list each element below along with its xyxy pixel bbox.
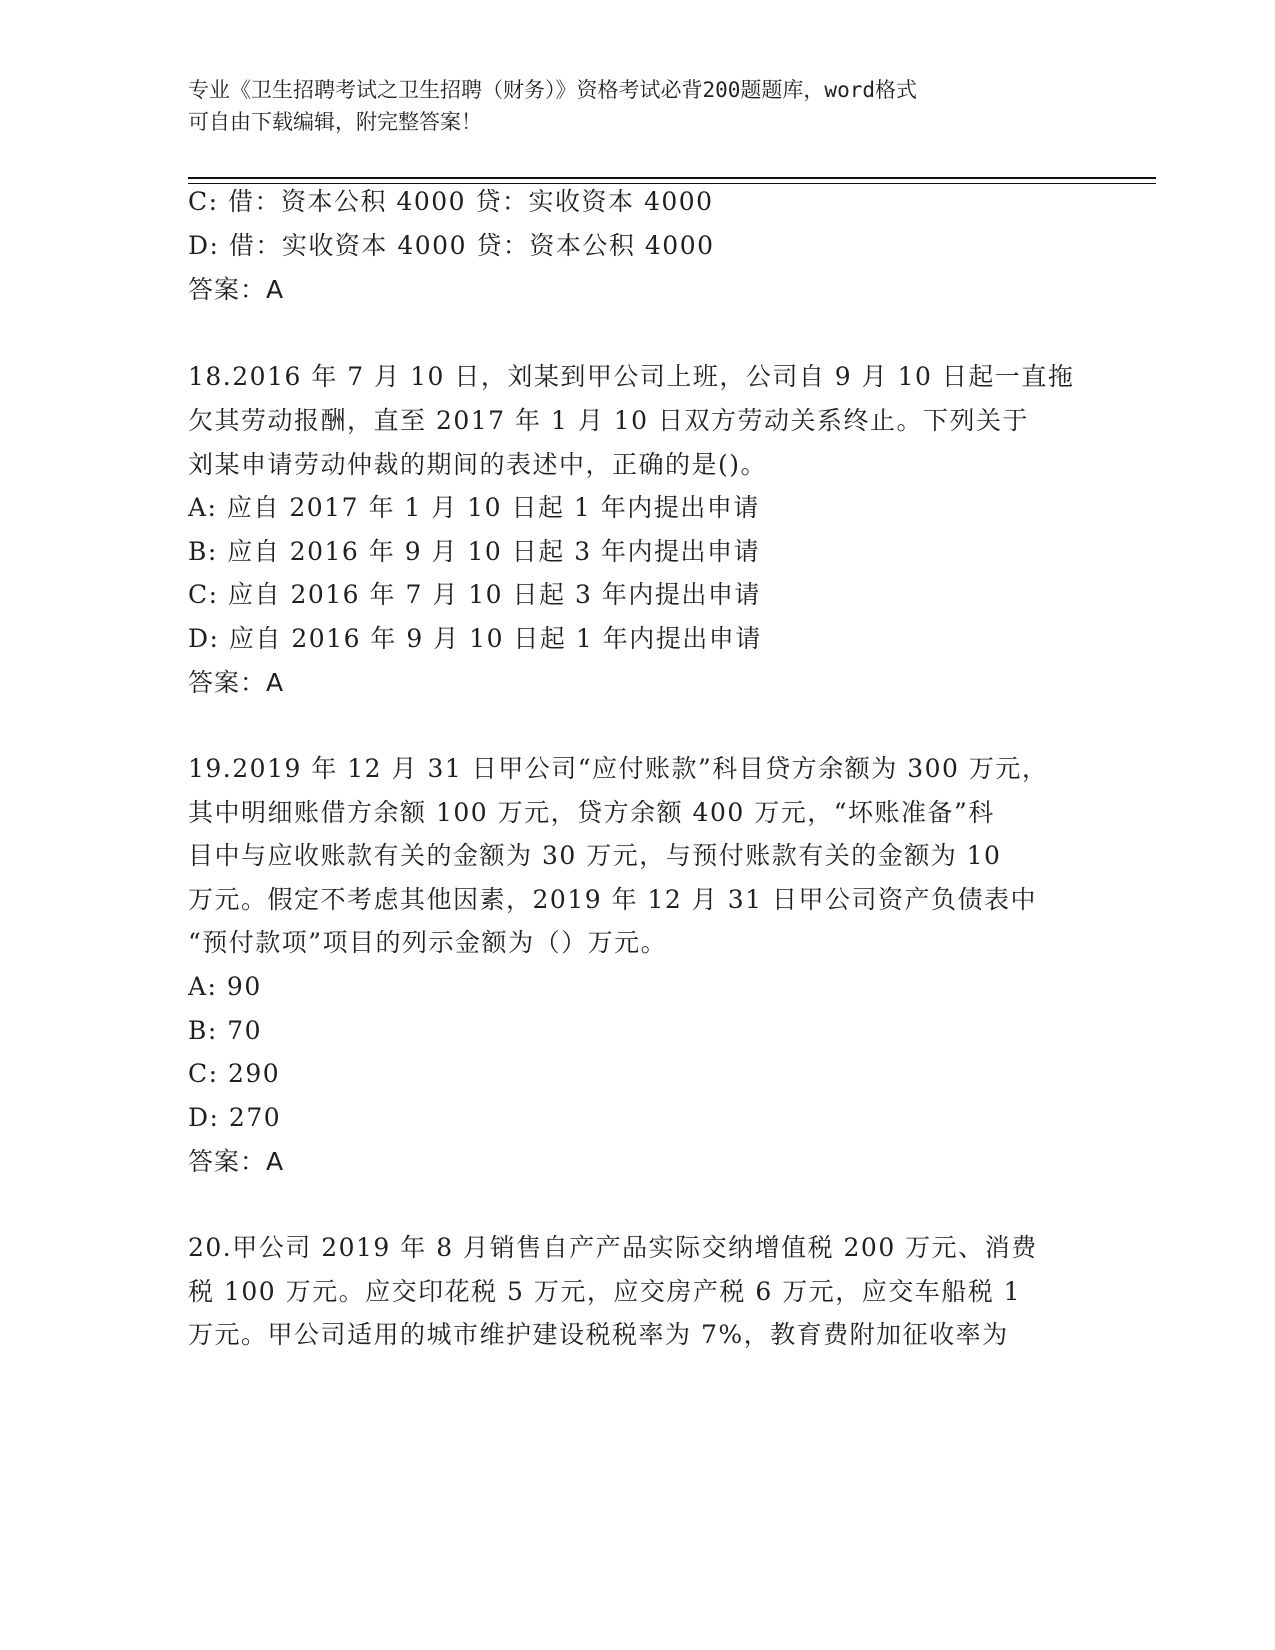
header-line-1: 专业《卫生招聘考试之卫生招聘（财务）》资格考试必背200题题库，word格式: [188, 78, 917, 102]
q20-stem-line-3: 万元。甲公司适用的城市维护建设税税率为 7%，教育费附加征收率为: [188, 1320, 1009, 1349]
q18-stem-line-2: 欠其劳动报酬，直至 2017 年 1 月 10 日双方劳动关系终止。下列关于: [188, 406, 1030, 435]
q20-stem-line-1: 20.甲公司 2019 年 8 月销售自产产品实际交纳增值税 200 万元、消费: [188, 1233, 1038, 1262]
q18-option-a: A: 应自 2017 年 1 月 10 日起 1 年内提出申请: [188, 493, 760, 522]
q17-option-c: C: 借：资本公积 4000 贷：实收资本 4000: [188, 187, 714, 216]
q17-answer: 答案：A: [188, 275, 285, 304]
q18-stem-line-1: 18.2016 年 7 月 10 日，刘某到甲公司上班，公司自 9 月 10 日起一直拖: [188, 362, 1075, 391]
q20-stem-line-2: 税 100 万元。应交印花税 5 万元，应交房产税 6 万元，应交车船税 1: [188, 1277, 1022, 1306]
q18-answer: 答案：A: [188, 668, 285, 697]
header-divider-thick: [188, 177, 1156, 179]
q18-stem-line-3: 刘某申请劳动仲裁的期间的表述中，正确的是()。: [188, 450, 768, 479]
document-header: [188, 74, 1068, 138]
q18-option-b: B: 应自 2016 年 9 月 10 日起 3 年内提出申请: [188, 537, 761, 566]
q19-option-a: A: 90: [188, 972, 262, 1001]
q19-stem-line-3: 目中与应收账款有关的金额为 30 万元，与预付账款有关的金额为 10: [188, 841, 1002, 870]
q19-answer: 答案：A: [188, 1147, 285, 1176]
q19-stem-line-5: “预付款项”项目的列示金额为（）万元。: [188, 928, 668, 957]
q19-stem-line-4: 万元。假定不考虑其他因素，2019 年 12 月 31 日甲公司资产负债表中: [188, 885, 1037, 914]
q17-option-d: D: 借：实收资本 4000 贷：资本公积 4000: [188, 231, 715, 260]
header-divider-thin: [188, 183, 1156, 184]
q19-stem-line-2: 其中明细账借方余额 100 万元，贷方余额 400 万元，“坏账准备”科: [188, 798, 995, 827]
q19-option-d: D: 270: [188, 1103, 282, 1132]
q19-option-b: B: 70: [188, 1016, 263, 1045]
q18-option-c: C: 应自 2016 年 7 月 10 日起 3 年内提出申请: [188, 580, 761, 609]
header-line-2: 可自由下载编辑，附完整答案！: [188, 110, 482, 134]
q19-stem-line-1: 19.2019 年 12 月 31 日甲公司“应付账款”科目贷方余额为 300 万元，: [188, 754, 1049, 783]
q18-option-d: D: 应自 2016 年 9 月 10 日起 1 年内提出申请: [188, 624, 762, 653]
q19-option-c: C: 290: [188, 1059, 281, 1088]
